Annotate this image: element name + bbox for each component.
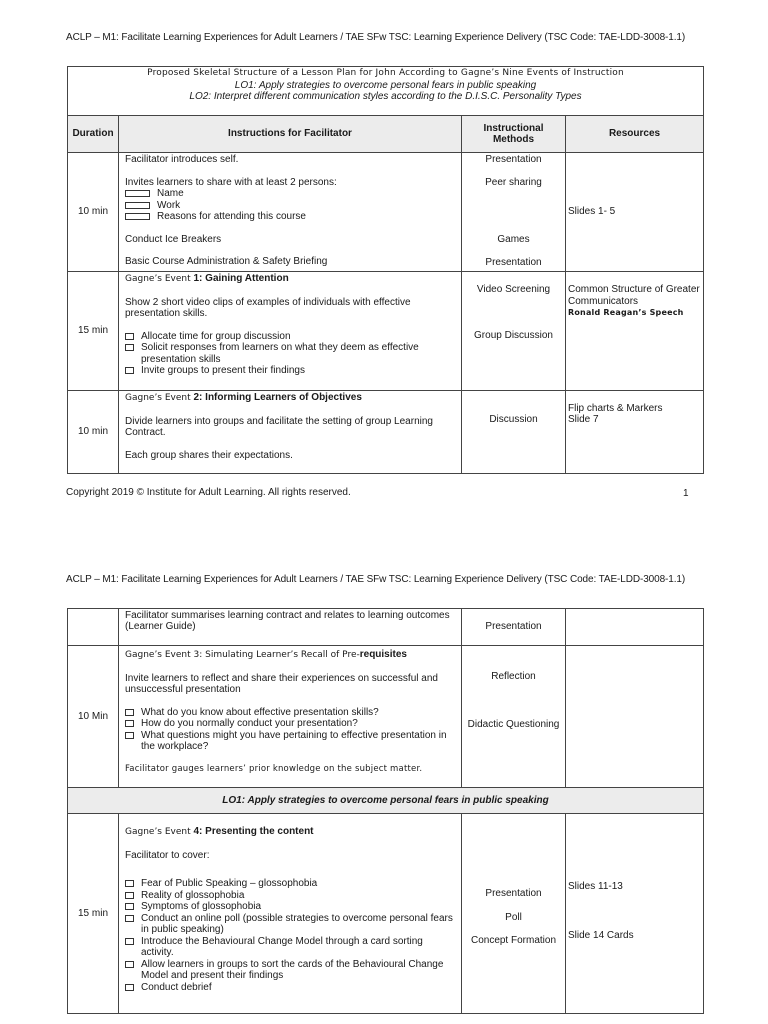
methods-cell — [462, 391, 566, 474]
instructions-cell — [119, 272, 462, 391]
instructions-cell — [119, 646, 462, 788]
bullet-icon — [125, 333, 134, 340]
duration-cell: 10 min — [68, 391, 119, 474]
list-item: What do you know about effective presentation skills? — [125, 707, 457, 719]
resource-label: Slide 14 Cards — [568, 930, 634, 941]
table-title-cell — [68, 67, 704, 116]
column-header-duration: Duration — [68, 116, 119, 153]
copyright-footer: Copyright 2019 © Institute for Adult Learning. All rights reserved. — [66, 487, 351, 498]
gagne-event-heading: Gagne’s Event 2: Informing Learners of Objectives — [125, 392, 362, 403]
list-item: Reality of glossophobia — [125, 890, 457, 902]
methods-cell — [462, 814, 566, 1014]
list-item: Allocate time for group discussion — [125, 331, 457, 343]
instruction-text: Facilitator introduces self. — [125, 154, 239, 165]
resources-cell — [566, 391, 704, 474]
method-label: Presentation — [485, 154, 542, 165]
resources-cell — [566, 646, 704, 788]
instruction-text: Divide learners into groups and facilitate the setting of group Learning Contract. — [125, 415, 433, 438]
bullet-icon — [125, 961, 134, 968]
methods-cell — [462, 153, 566, 272]
instructions-cell: Facilitator summarises learning contract and relates to learning outcomes (Learner Guide) — [119, 609, 462, 646]
resources-cell — [566, 814, 704, 1014]
column-header-methods: Instructional Methods — [462, 116, 566, 153]
table-row — [68, 391, 704, 474]
duration-cell: 15 min — [68, 814, 119, 1014]
bullet-icon — [125, 892, 134, 899]
resource-label: Slide 7 — [568, 414, 599, 425]
instruction-text: Conduct Ice Breakers — [125, 233, 222, 245]
bullet-icon — [125, 938, 134, 945]
lo-band-label: LO1: Apply strategies to overcome personal fears in public speaking — [68, 788, 704, 814]
table-row — [68, 272, 704, 391]
duration-cell: 10 min — [68, 153, 119, 272]
duration-cell: 10 Min — [68, 646, 119, 788]
bullet-icon — [125, 709, 134, 716]
bullet-icon — [125, 344, 134, 351]
table-row — [68, 153, 704, 272]
instruction-text: Invite learners to reflect and share their experiences on successful and unsuccessful presentation — [125, 672, 438, 695]
method-label: Reflection — [491, 671, 536, 682]
resources-cell — [566, 272, 704, 391]
bullet-icon — [125, 213, 150, 220]
bullet-icon — [125, 984, 134, 991]
list-item: Conduct debrief — [125, 982, 457, 994]
list-item: Solicit responses from learners on what they deem as effective presentation skills — [125, 342, 457, 365]
bullet-icon — [125, 915, 134, 922]
document-header: ACLP – M1: Facilitate Learning Experiences for Adult Learners / TAE SFw TSC: Learning Experience Delivery (TSC Code: TAE-LDD-3008-1.1) — [66, 32, 686, 43]
list-item: How do you normally conduct your presentation? — [125, 718, 457, 730]
list-item: Reasons for attending this course — [125, 211, 457, 223]
list-item: Work — [125, 200, 457, 212]
method-label: Presentation — [485, 888, 542, 899]
instruction-text: Facilitator gauges learners’ prior knowledge on the subject matter. — [125, 763, 423, 774]
method-label: Concept Formation — [470, 935, 557, 946]
list-item: Allow learners in groups to sort the cards of the Behavioural Change Model and present their findings — [125, 959, 457, 982]
resource-label: Ronald Reagan’s Speech — [568, 308, 684, 317]
resource-label: Slides 1- 5 — [568, 206, 616, 217]
duration-cell: 15 min — [68, 272, 119, 391]
learning-outcome-1: LO1: Apply strategies to overcome personal fears in public speaking — [234, 79, 537, 91]
resources-cell — [566, 609, 704, 646]
column-header-instructions: Instructions for Facilitator — [119, 116, 462, 153]
bullet-icon — [125, 367, 134, 374]
duration-cell — [68, 609, 119, 646]
learning-outcome-band — [68, 788, 704, 814]
method-label: Games — [497, 234, 530, 245]
instruction-text: Basic Course Administration & Safety Briefing — [125, 256, 328, 267]
gagne-event-heading: Gagne’s Event 3: Simulating Learner’s Recall of Pre-requisites — [125, 649, 407, 660]
bullet-icon — [125, 190, 150, 197]
method-label: Presentation — [462, 609, 566, 646]
bullet-icon — [125, 732, 134, 739]
list-item: Conduct an online poll (possible strategies to overcome personal fears in public speaking) — [125, 913, 457, 936]
list-item: Name — [125, 188, 457, 200]
lesson-plan-table-continued — [67, 608, 704, 1014]
list-item: What questions might you have pertaining to effective presentation in the workplace? — [125, 730, 457, 753]
resource-label: Slides 11-13 — [568, 881, 623, 892]
resource-label: Common Structure of Greater Communicators — [568, 284, 700, 307]
bullet-icon — [125, 903, 134, 910]
method-label: Presentation — [485, 257, 542, 268]
list-item: Invite groups to present their findings — [125, 365, 457, 377]
method-label: Discussion — [489, 414, 538, 425]
table-row — [68, 646, 704, 788]
lesson-plan-table — [67, 66, 704, 474]
method-label: Peer sharing — [485, 177, 542, 188]
list-item: Symptoms of glossophobia — [125, 901, 457, 913]
lesson-plan-title: Proposed Skeletal Structure of a Lesson Plan for John According to Gagne’s Nine Events of Instruction — [147, 68, 624, 78]
methods-cell — [462, 646, 566, 788]
instructions-cell — [119, 153, 462, 272]
column-header-resources: Resources — [566, 116, 704, 153]
instruction-text: Show 2 short video clips of examples of individuals with effective presentation skills. — [125, 296, 411, 319]
list-item: Introduce the Behavioural Change Model through a card sorting activity. — [125, 936, 457, 959]
resources-cell — [566, 153, 704, 272]
resource-label: Flip charts & Markers — [568, 403, 663, 414]
document-header: ACLP – M1: Facilitate Learning Experiences for Adult Learners / TAE SFw TSC: Learning Experience Delivery (TSC Code: TAE-LDD-3008-1.1) — [66, 574, 686, 585]
gagne-event-heading: Gagne’s Event 4: Presenting the content — [125, 826, 314, 837]
method-label: Didactic Questioning — [467, 719, 560, 730]
list-item: Fear of Public Speaking – glossophobia — [125, 878, 457, 890]
method-label: Group Discussion — [474, 330, 553, 341]
method-label: Video Screening — [476, 284, 551, 295]
instructions-cell — [119, 814, 462, 1014]
instruction-text: Each group shares their expectations. — [125, 449, 293, 461]
page-number: 1 — [683, 488, 689, 499]
learning-outcome-2: LO2: Interpret different communication styles according to the D.I.S.C. Personality Types — [189, 91, 582, 102]
bullet-icon — [125, 880, 134, 887]
instructions-cell — [119, 391, 462, 474]
method-label: Poll — [505, 912, 522, 923]
table-row — [68, 609, 704, 646]
methods-cell — [462, 272, 566, 391]
bullet-icon — [125, 720, 134, 727]
instruction-text: Invites learners to share with at least 2 persons: — [125, 176, 337, 188]
bullet-icon — [125, 202, 150, 209]
instruction-text: Facilitator to cover: — [125, 849, 210, 861]
table-row — [68, 814, 704, 1014]
gagne-event-heading: Gagne’s Event 1: Gaining Attention — [125, 273, 289, 284]
